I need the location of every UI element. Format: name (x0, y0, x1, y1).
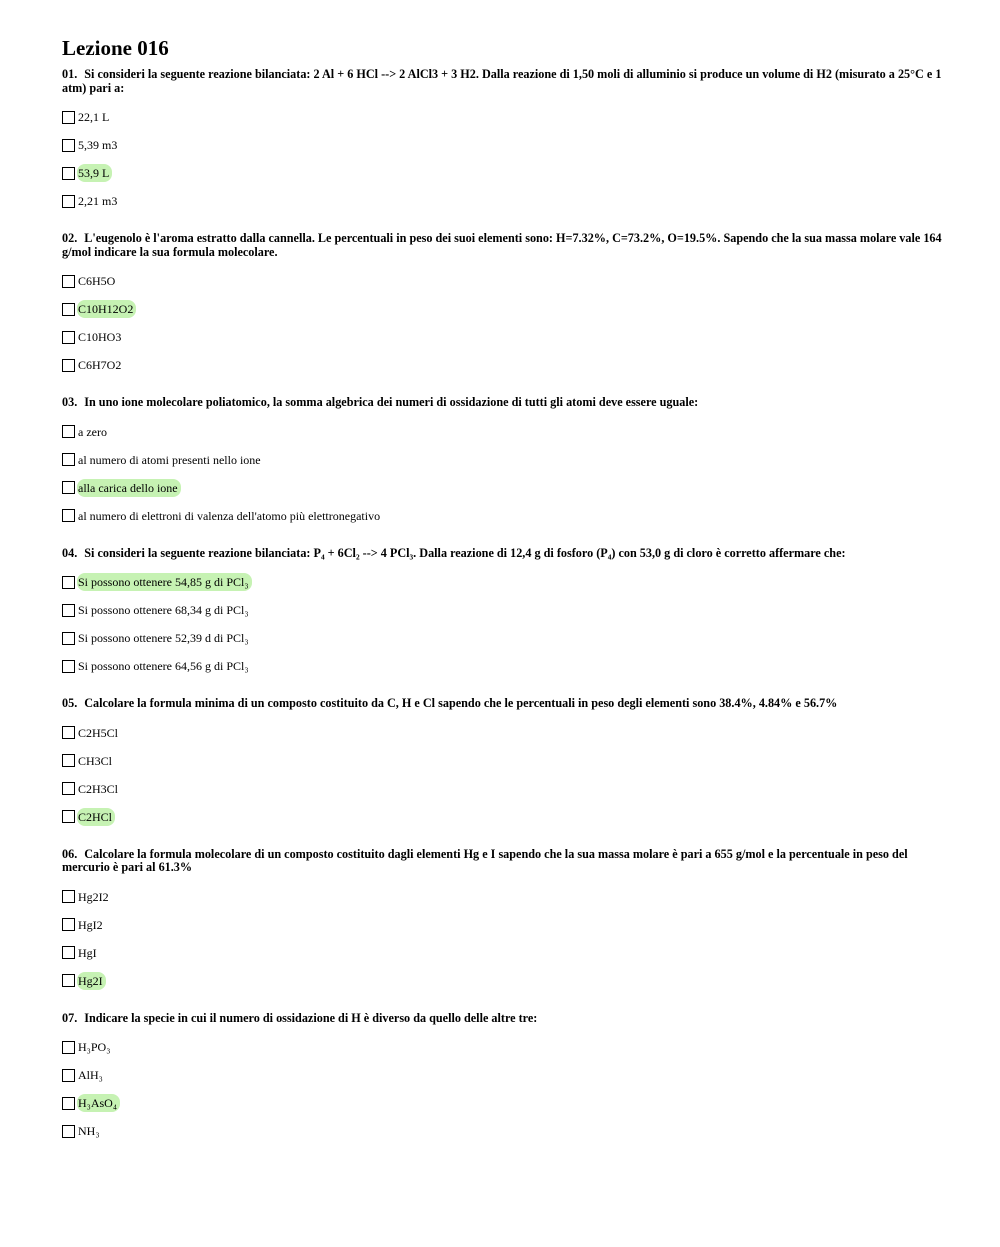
question-body: Calcolare la formula minima di un composto costituito da C, H e Cl sapendo che le percentuali in peso degli elementi sono 38.4%, 4.84% e 56.7% (84, 696, 838, 710)
answer-options (62, 103, 942, 215)
question-7 (62, 1012, 942, 1146)
question-text (62, 68, 942, 95)
question-2 (62, 232, 942, 379)
answer-option[interactable] (62, 267, 942, 295)
question-number: 05. (62, 696, 78, 710)
answer-option[interactable] (62, 1033, 942, 1061)
answer-label: C2H3Cl (78, 781, 119, 796)
answer-option[interactable] (62, 474, 942, 502)
answer-checkbox[interactable] (62, 1041, 75, 1054)
answer-label: AlH₃ (78, 1068, 103, 1082)
answer-label: HgI2 (78, 917, 103, 932)
answer-option[interactable] (62, 624, 942, 652)
answer-checkbox[interactable] (62, 754, 75, 767)
question-body: Si consideri la seguente reazione bilanciata: P₄ + 6Cl₂ --> 4 PCl₃. Dalla reazione di 12,4 g di fosforo (P₄) con 53,0 g di cloro è corretto affermare che: (84, 545, 846, 560)
question-4 (62, 547, 942, 681)
question-number: 07. (62, 1010, 78, 1025)
answer-label: C10HO3 (78, 330, 122, 344)
question-text (62, 547, 942, 561)
answer-checkbox[interactable] (62, 425, 75, 438)
answer-checkbox[interactable] (62, 974, 75, 987)
answer-label: a zero (78, 424, 107, 439)
answer-checkbox[interactable] (62, 195, 75, 208)
question-body: In uno ione molecolare poliatomico, la somma algebrica dei numeri di ossidazione di tutti gli atomi deve essere uguale: (84, 395, 699, 409)
answer-label: C6H7O2 (78, 358, 122, 372)
answer-options (62, 418, 942, 530)
answer-label: Hg2I2 (78, 889, 109, 904)
question-text (62, 848, 942, 875)
answer-label: C2H5Cl (78, 725, 119, 740)
answer-label: HgI (78, 945, 97, 960)
answer-label: H₃PO₃ (78, 1040, 111, 1054)
answer-checkbox[interactable] (62, 275, 75, 288)
question-6 (62, 848, 942, 995)
question-text (62, 1012, 942, 1026)
answer-option[interactable] (62, 652, 942, 680)
question-body: L'eugenolo è l'aroma estratto dalla cannella. Le percentuali in peso dei suoi elementi sono: H=7.32%, C=73.2%, O=19.5%. Sapendo che la sua massa molare vale 164 g/mol indicare la sua formula molecolare. (62, 231, 942, 259)
answer-option[interactable] (62, 568, 942, 596)
answer-option[interactable] (62, 803, 942, 831)
answer-option[interactable] (62, 103, 942, 131)
answer-checkbox[interactable] (62, 303, 75, 316)
answer-label-correct: Si possono ottenere 54,85 g di PCl₃ (77, 573, 252, 591)
answer-options (62, 1033, 942, 1145)
answer-option[interactable] (62, 502, 942, 530)
answer-checkbox[interactable] (62, 167, 75, 180)
answer-checkbox[interactable] (62, 139, 75, 152)
answer-option[interactable] (62, 1089, 942, 1117)
answer-label: Si possono ottenere 52,39 d di PCl₃ (78, 631, 249, 645)
question-number: 04. (62, 545, 78, 560)
answer-label-correct: Hg2I (77, 972, 106, 990)
answer-label: al numero di elettroni di valenza dell'atomo più elettronegativo (78, 508, 381, 523)
answer-checkbox[interactable] (62, 918, 75, 931)
answer-checkbox[interactable] (62, 576, 75, 589)
answer-checkbox[interactable] (62, 359, 75, 372)
answer-option[interactable] (62, 418, 942, 446)
answer-label: NH₃ (78, 1124, 100, 1138)
question-5 (62, 697, 942, 831)
answer-checkbox[interactable] (62, 509, 75, 522)
answer-checkbox[interactable] (62, 1069, 75, 1082)
question-number: 06. (62, 846, 78, 861)
answer-checkbox[interactable] (62, 1125, 75, 1138)
answer-label: al numero di atomi presenti nello ione (78, 452, 261, 467)
answer-option[interactable] (62, 1061, 942, 1089)
answer-option[interactable] (62, 1117, 942, 1145)
answer-options (62, 267, 942, 379)
answer-checkbox[interactable] (62, 726, 75, 739)
answer-label: CH3Cl (78, 753, 113, 768)
answer-label: C6H5O (78, 274, 116, 288)
question-number: 03. (62, 395, 78, 409)
question-text (62, 697, 942, 711)
answer-option[interactable] (62, 775, 942, 803)
question-3 (62, 396, 942, 530)
answer-option[interactable] (62, 596, 942, 624)
question-text (62, 232, 942, 259)
answer-option[interactable] (62, 967, 942, 995)
answer-label-correct: 53,9 L (77, 164, 112, 182)
answer-option[interactable] (62, 131, 942, 159)
answer-checkbox[interactable] (62, 1097, 75, 1110)
page-title: Lezione 016 (62, 36, 169, 60)
document-page (62, 36, 942, 1162)
answer-checkbox[interactable] (62, 331, 75, 344)
answer-option[interactable] (62, 719, 942, 747)
answer-checkbox[interactable] (62, 632, 75, 645)
answer-checkbox[interactable] (62, 111, 75, 124)
question-1 (62, 68, 942, 215)
answer-checkbox[interactable] (62, 660, 75, 673)
question-text (62, 396, 942, 410)
answer-label: 5,39 m3 (78, 138, 118, 152)
answer-option[interactable] (62, 747, 942, 775)
answer-checkbox[interactable] (62, 481, 75, 494)
question-body: Indicare la specie in cui il numero di ossidazione di H è diverso da quello delle altre tre: (84, 1010, 538, 1025)
answer-checkbox[interactable] (62, 810, 75, 823)
answer-label-correct: H₃AsO₄ (77, 1094, 120, 1112)
question-list (62, 68, 942, 1145)
question-body: Calcolare la formula molecolare di un composto costituito dagli elementi Hg e I sapendo che la sua massa molare è pari a 655 g/mol e la percentuale in peso del mercurio è pari al 61.3% (62, 846, 908, 874)
answer-label: Si possono ottenere 64,56 g di PCl₃ (78, 659, 249, 673)
answer-options (62, 883, 942, 995)
answer-option[interactable] (62, 939, 942, 967)
answer-checkbox[interactable] (62, 453, 75, 466)
question-number: 01. (62, 67, 78, 81)
answer-label: 2,21 m3 (78, 194, 118, 208)
answer-option[interactable] (62, 911, 942, 939)
answer-option[interactable] (62, 295, 942, 323)
answer-label-correct: alla carica dello ione (77, 479, 181, 497)
question-number: 02. (62, 231, 78, 245)
answer-options (62, 568, 942, 680)
answer-option[interactable] (62, 446, 942, 474)
answer-option[interactable] (62, 187, 942, 215)
answer-label: 22,1 L (78, 110, 110, 124)
question-body: Si consideri la seguente reazione bilanciata: 2 Al + 6 HCl --> 2 AlCl3 + 3 H2. Dalla reazione di 1,50 moli di alluminio si produce un volume di H2 (misurato a 25°C e 1 atm) pari a: (62, 67, 942, 95)
answer-checkbox[interactable] (62, 890, 75, 903)
answer-label-correct: C10H12O2 (77, 300, 136, 318)
answer-option[interactable] (62, 159, 942, 187)
answer-label-correct: C2HCl (77, 808, 115, 826)
answer-options (62, 719, 942, 831)
answer-label: Si possono ottenere 68,34 g di PCl₃ (78, 603, 249, 617)
answer-checkbox[interactable] (62, 782, 75, 795)
answer-option[interactable] (62, 883, 942, 911)
answer-option[interactable] (62, 323, 942, 351)
answer-checkbox[interactable] (62, 604, 75, 617)
answer-option[interactable] (62, 351, 942, 379)
answer-checkbox[interactable] (62, 946, 75, 959)
